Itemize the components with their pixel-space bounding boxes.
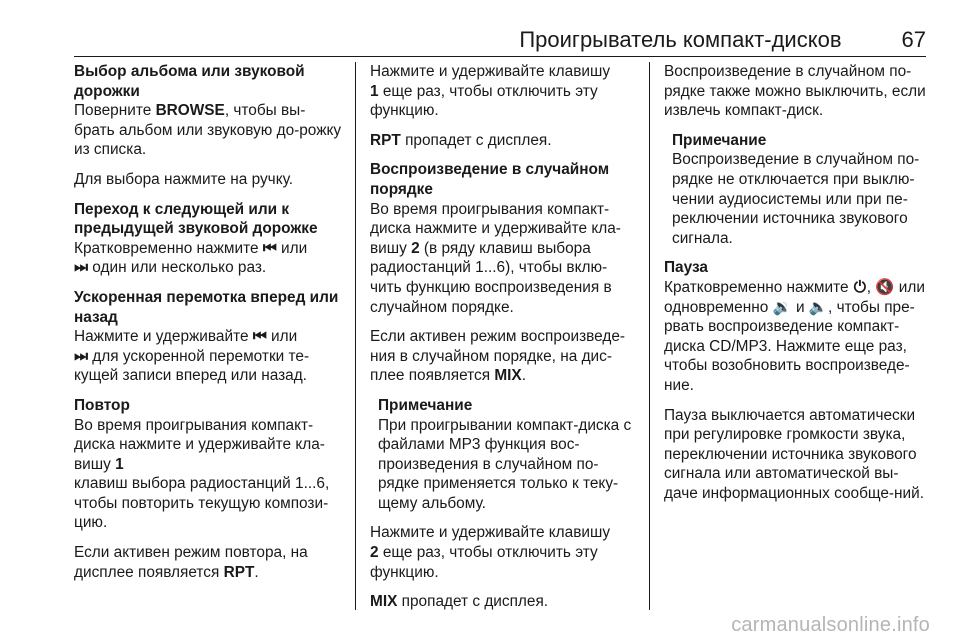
rpt-label: RPT <box>370 131 401 149</box>
page-header <box>74 28 926 57</box>
key-label: 2 <box>370 544 379 562</box>
note-box <box>370 396 636 514</box>
volume-up-icon: 🔉 <box>772 298 792 316</box>
text: Если активен режим повтора, на дисплее появляется <box>74 544 308 581</box>
section-heading: Пауза <box>664 259 708 277</box>
section-heading: Переход к следующей или к предыдущей звуковой дорожке <box>74 200 318 238</box>
text: , <box>866 278 876 296</box>
text: один или несколько раз. <box>88 259 267 277</box>
mix-label: MIX <box>370 593 398 611</box>
text: , чтобы вы-брать альбом или звуковую до-рожку из списка. <box>74 102 342 159</box>
note-heading: Примечание <box>672 131 767 149</box>
column-2 <box>370 62 636 622</box>
browse-label: BROWSE <box>155 102 225 120</box>
section-heading: Выбор альбома или звуковой дорожки <box>74 63 305 100</box>
text: еще раз, чтобы отключить эту функцию. <box>370 82 598 120</box>
text: Кратковременно нажмите <box>664 278 853 296</box>
column-divider <box>355 62 356 610</box>
text: клавиш выбора радиостанций 1...6, чтобы повторить текущую компози-цию. <box>74 475 330 532</box>
text: Кратковременно нажмите <box>74 239 263 257</box>
skip-back-icon: ⏮ <box>262 239 277 257</box>
section-heading: Воспроизведение в случайном порядке <box>370 161 610 198</box>
text: Во время проигрывания компакт-диска нажмите и удерживайте кла-вишу <box>370 200 621 257</box>
text: , чтобы пре-рвать воспроизведение компакт-диска CD/MP3. Нажмите еще раз, чтобы возобновить воспроизведе-ние. <box>664 298 915 394</box>
page-title: Проигрыватель компакт-дисков <box>519 27 842 52</box>
text: еще раз, чтобы отключить эту функцию. <box>370 544 598 581</box>
section-fast-forward <box>74 288 342 386</box>
text: пропадет с дисплея. <box>400 131 552 149</box>
text: Во время проигрывания компакт-диска нажмите и удерживайте кла-вишу <box>74 416 325 473</box>
volume-down-icon: 🔈 <box>808 298 829 316</box>
section-heading: Ускоренная перемотка вперед или назад <box>74 288 339 326</box>
section-heading: Повтор <box>74 396 130 414</box>
text: . <box>254 563 259 581</box>
paragraph <box>370 523 636 582</box>
text: Нажмите и удерживайте клавишу <box>370 524 611 542</box>
text: Поверните <box>74 102 156 120</box>
text: (в ряду клавиш выбора радиостанций 1...6), чтобы вклю-чить функцию воспроизведения в случайном порядке. <box>370 239 612 316</box>
paragraph: Для выбора нажмите на ручку. <box>74 170 294 188</box>
section-shuffle <box>370 160 636 317</box>
paragraph <box>370 327 636 386</box>
power-icon: ⏻ <box>853 278 866 296</box>
text: пропадет с дисплея. <box>397 593 549 611</box>
skip-back-icon: ⏮ <box>252 328 267 346</box>
paragraph <box>370 62 636 121</box>
note-text: При проигрывании компакт-диска с файлами MP3 функция вос-произведения в случайном по-рядке применяется только к теку-щему альбому. <box>378 416 632 512</box>
skip-forward-icon: ⏭ <box>74 347 88 365</box>
section-pause <box>664 258 928 395</box>
skip-forward-icon: ⏭ <box>74 259 88 277</box>
text: Нажмите и удерживайте <box>74 328 253 346</box>
note-box <box>664 131 928 249</box>
page-number: 67 <box>901 27 926 52</box>
key-label: 2 <box>411 239 420 257</box>
section-album-select <box>74 62 342 160</box>
section-next-prev-track <box>74 200 342 278</box>
text: или <box>276 239 308 257</box>
note-heading: Примечание <box>378 396 473 414</box>
column-divider <box>649 62 650 610</box>
text: и <box>791 298 809 316</box>
paragraph: Пауза выключается автоматически при регулировке громкости звука, переключении источника звукового сигнала или автоматической вы-даче информационных сообще-ний. <box>664 406 925 502</box>
key-label: 1 <box>115 455 124 473</box>
text: или одновременно <box>664 278 925 316</box>
mix-label: MIX <box>494 367 522 385</box>
text: для ускоренной перемотки те-кущей записи вперед или назад. <box>74 347 310 385</box>
text: Если активен режим воспроизведе-ния в случайном порядке, на дис-плее появляется <box>370 328 626 385</box>
rpt-label: RPT <box>223 563 255 581</box>
key-label: 1 <box>370 82 379 100</box>
text: или <box>266 328 298 346</box>
watermark: carmanualsonline.info <box>731 614 930 636</box>
paragraph: Воспроизведение в случайном по-рядке также можно выключить, если извлечь компакт-диск. <box>664 63 926 120</box>
paragraph <box>370 131 636 151</box>
text: . <box>521 367 526 385</box>
column-3 <box>664 62 928 513</box>
text: Нажмите и удерживайте клавишу <box>370 63 611 80</box>
section-repeat <box>74 396 342 533</box>
mute-icon: 🔇 <box>875 278 895 296</box>
paragraph <box>370 592 636 612</box>
note-text: Воспроизведение в случайном по-рядке не отключается при выклю-чении аудиосистемы или при пе-реключении источника звукового сигнала. <box>672 151 920 247</box>
column-1 <box>74 62 342 592</box>
paragraph <box>74 543 342 582</box>
